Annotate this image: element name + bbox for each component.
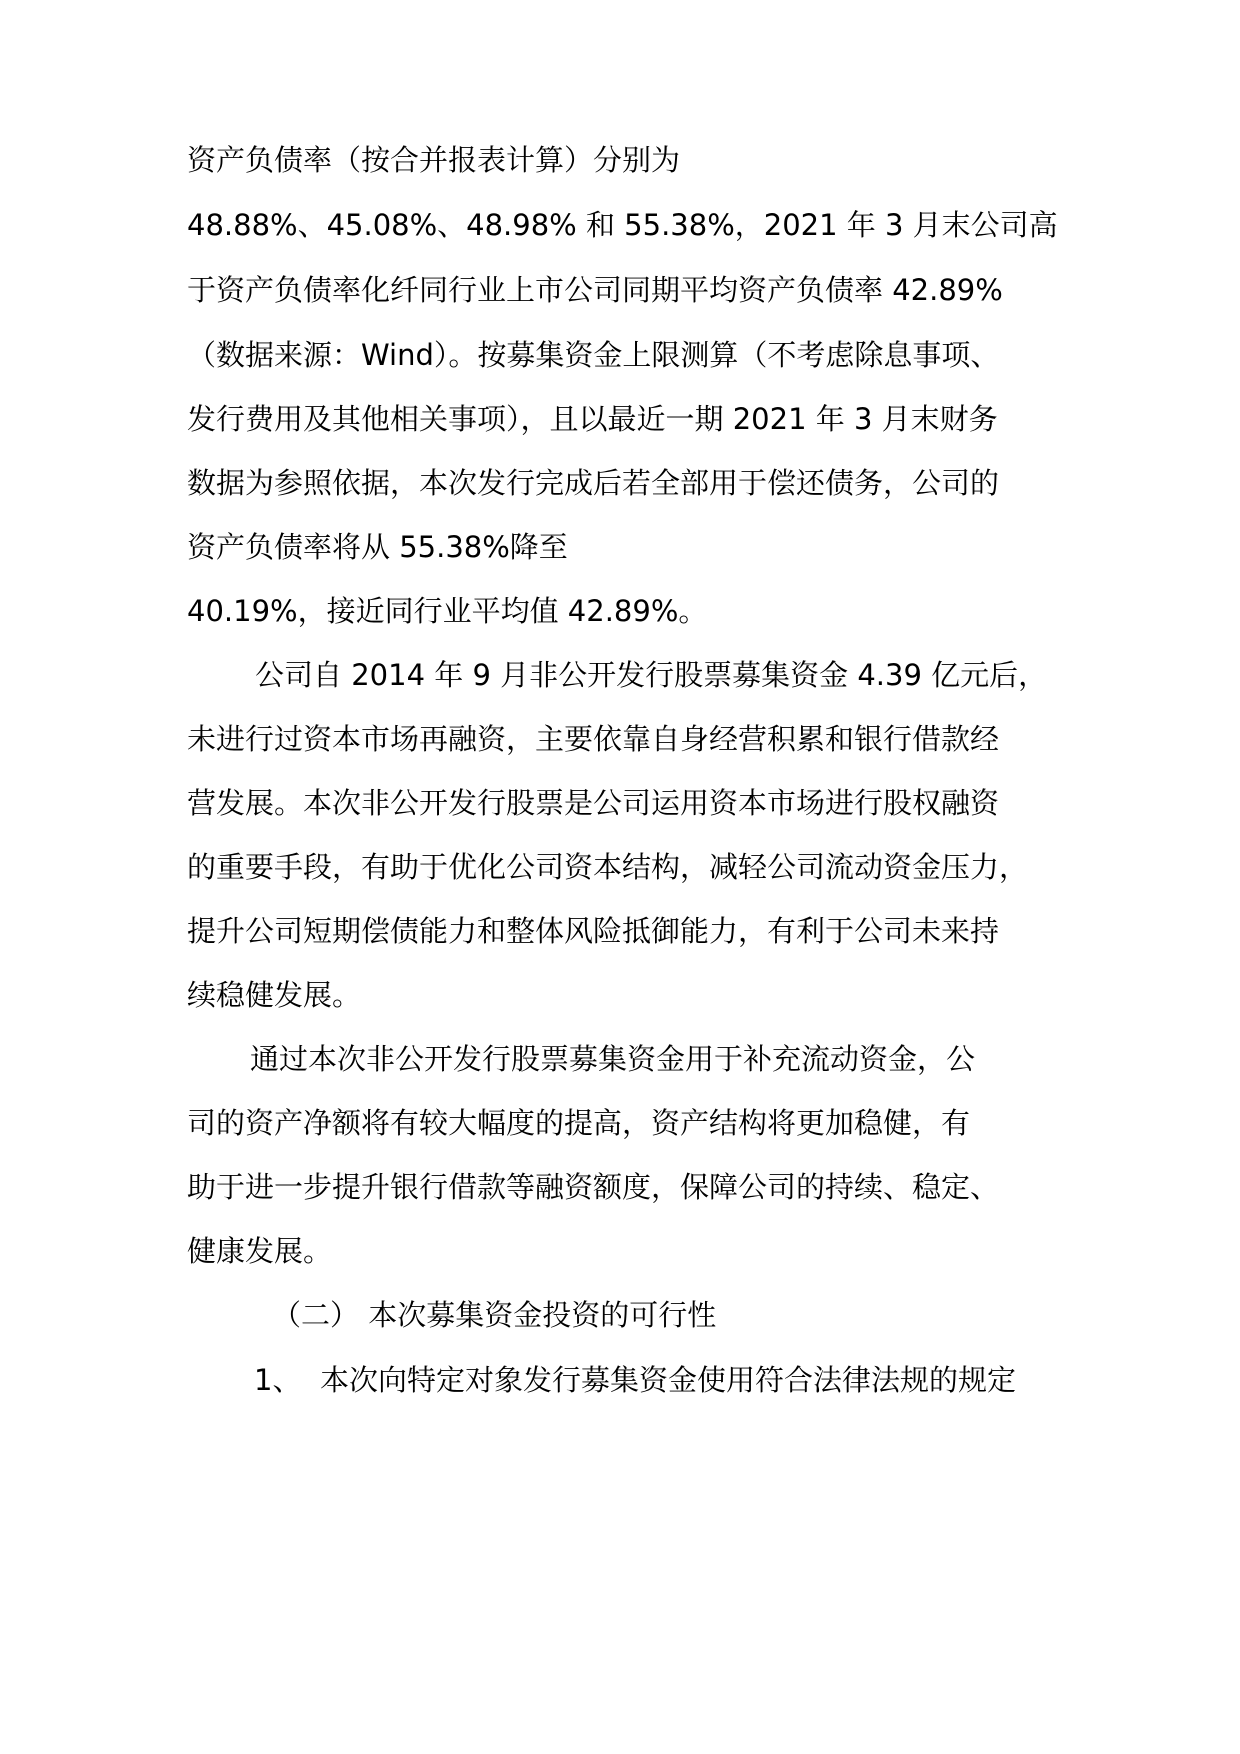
paragraph-line: 通过本次非公开发行股票募集资金用于补充流动资金，公 — [250, 1042, 976, 1076]
paragraph-line: 数据为参照依据，本次发行完成后若全部用于偿还债务，公司的 — [187, 466, 1000, 500]
paragraph-line: （数据来源：Wind）。按募集资金上限测算（不考虑除息事项、 — [187, 338, 1000, 372]
paragraph-line: 资产负债率（按合并报表计算）分别为 — [187, 143, 681, 177]
paragraph-line: 发行费用及其他相关事项），且以最近一期 2021 年 3 月末财务 — [187, 402, 998, 436]
section-heading: （二） 本次募集资金投资的可行性 — [272, 1298, 717, 1332]
paragraph-line: 续稳健发展。 — [187, 978, 362, 1012]
list-item — [254, 1360, 1016, 1400]
paragraph-line: 营发展。本次非公开发行股票是公司运用资本市场进行股权融资 — [187, 786, 1000, 820]
paragraph-line: 提升公司短期偿债能力和整体风险抵御能力，有利于公司未来持 — [187, 914, 1000, 948]
paragraph-line: 助于进一步提升银行借款等融资额度，保障公司的持续、稳定、 — [187, 1170, 1000, 1204]
paragraph-line: 健康发展。 — [187, 1234, 333, 1268]
paragraph-line: 40.19%，接近同行业平均值 42.89%。 — [187, 594, 708, 628]
list-item-text: 本次向特定对象发行募集资金使用符合法律法规的规定 — [320, 1363, 1017, 1397]
paragraph-line: 公司自 2014 年 9 月非公开发行股票募集资金 4.39 亿元后， — [255, 658, 1048, 692]
paragraph-line: 司的资产净额将有较大幅度的提高，资产结构将更加稳健，有 — [187, 1106, 971, 1140]
paragraph-line: 48.88%、45.08%、48.98% 和 55.38%，2021 年 3 月末公司高 — [187, 208, 1058, 242]
paragraph-line: 于资产负债率化纤同行业上市公司同期平均资产负债率 42.89% — [187, 273, 1003, 307]
paragraph-line: 资产负债率将从 55.38%降至 — [187, 530, 568, 564]
list-item-number: 1、 — [254, 1363, 302, 1397]
paragraph-line: 未进行过资本市场再融资，主要依靠自身经营积累和银行借款经 — [187, 722, 1000, 756]
paragraph-line: 的重要手段，有助于优化公司资本结构，减轻公司流动资金压力， — [187, 850, 1029, 884]
